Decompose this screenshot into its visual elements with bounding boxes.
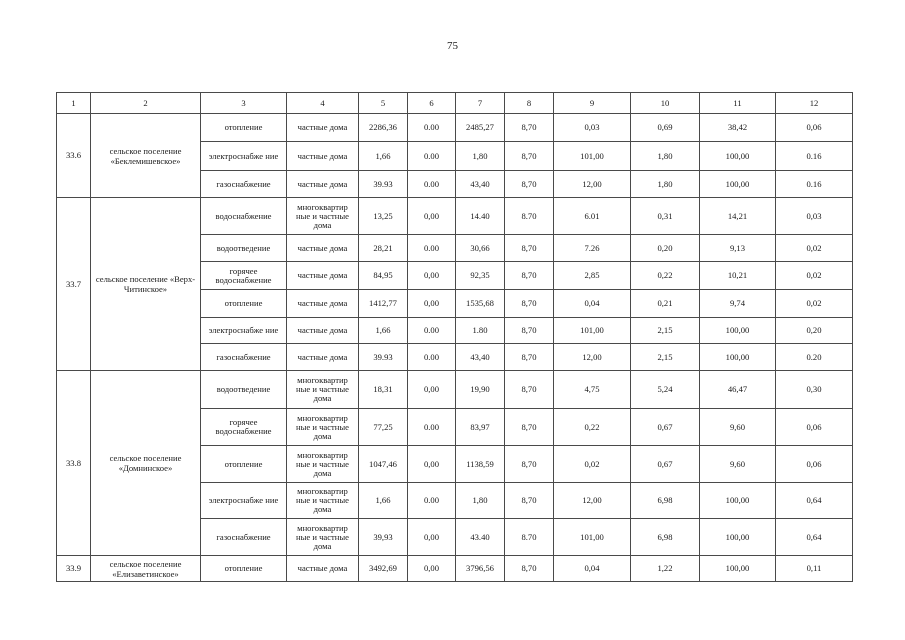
value-cell: 8.70	[505, 519, 554, 556]
value-cell: 101,00	[554, 519, 631, 556]
service-type: водоотведение	[201, 371, 287, 409]
service-type: отопление	[201, 446, 287, 483]
value-cell: 0,20	[776, 318, 853, 344]
value-cell: 77,25	[359, 409, 408, 446]
value-cell: 8,70	[505, 344, 554, 371]
value-cell: 8,70	[505, 483, 554, 519]
service-type: газоснабжение	[201, 344, 287, 371]
value-cell: 43,40	[456, 344, 505, 371]
group-code: 33.9	[57, 556, 91, 582]
housing-type: многоквартир ные и частные дома	[287, 371, 359, 409]
value-cell: 0,02	[776, 290, 853, 318]
value-cell: 0.00	[408, 318, 456, 344]
value-cell: 1412,77	[359, 290, 408, 318]
column-header: 8	[505, 93, 554, 114]
value-cell: 18,31	[359, 371, 408, 409]
value-cell: 30,66	[456, 235, 505, 262]
value-cell: 12,00	[554, 171, 631, 198]
value-cell: 38,42	[700, 114, 776, 142]
value-cell: 100,00	[700, 142, 776, 171]
value-cell: 4,75	[554, 371, 631, 409]
value-cell: 13,25	[359, 198, 408, 235]
value-cell: 8,70	[505, 235, 554, 262]
value-cell: 8,70	[505, 290, 554, 318]
value-cell: 101,00	[554, 142, 631, 171]
value-cell: 8,70	[505, 556, 554, 582]
table-row	[57, 556, 853, 582]
value-cell: 0,02	[776, 235, 853, 262]
value-cell: 8,70	[505, 262, 554, 290]
value-cell: 6,98	[631, 483, 700, 519]
value-cell: 0.00	[408, 235, 456, 262]
value-cell: 2,15	[631, 344, 700, 371]
table-row	[57, 371, 853, 409]
service-type: газоснабжение	[201, 171, 287, 198]
value-cell: 100,00	[700, 556, 776, 582]
value-cell: 100,00	[700, 171, 776, 198]
value-cell: 28,21	[359, 235, 408, 262]
value-cell: 9,60	[700, 446, 776, 483]
value-cell: 0.00	[408, 114, 456, 142]
value-cell: 0,31	[631, 198, 700, 235]
column-header: 9	[554, 93, 631, 114]
column-header: 5	[359, 93, 408, 114]
value-cell: 0,00	[408, 371, 456, 409]
value-cell: 14,21	[700, 198, 776, 235]
value-cell: 2286,36	[359, 114, 408, 142]
value-cell: 1,80	[631, 171, 700, 198]
column-header: 11	[700, 93, 776, 114]
value-cell: 2,15	[631, 318, 700, 344]
page-number: 75	[447, 40, 458, 52]
value-cell: 8,70	[505, 114, 554, 142]
value-cell: 9,60	[700, 409, 776, 446]
value-cell: 100,00	[700, 483, 776, 519]
value-cell: 0,00	[408, 446, 456, 483]
value-cell: 14.40	[456, 198, 505, 235]
column-header: 10	[631, 93, 700, 114]
service-type: отопление	[201, 290, 287, 318]
value-cell: 0,06	[776, 446, 853, 483]
value-cell: 0.16	[776, 171, 853, 198]
value-cell: 8,70	[505, 171, 554, 198]
value-cell: 0.00	[408, 142, 456, 171]
housing-type: многоквартир ные и частные дома	[287, 519, 359, 556]
value-cell: 0,03	[554, 114, 631, 142]
value-cell: 19,90	[456, 371, 505, 409]
table-header-row	[57, 93, 853, 114]
value-cell: 6.01	[554, 198, 631, 235]
column-header: 12	[776, 93, 853, 114]
tariff-table	[56, 92, 853, 582]
value-cell: 0,06	[776, 409, 853, 446]
housing-type: многоквартир ные и частные дома	[287, 446, 359, 483]
table-row	[57, 114, 853, 142]
value-cell: 1,66	[359, 318, 408, 344]
value-cell: 1.80	[456, 318, 505, 344]
housing-type: частные дома	[287, 290, 359, 318]
column-header: 2	[91, 93, 201, 114]
housing-type: частные дома	[287, 114, 359, 142]
value-cell: 8,70	[505, 371, 554, 409]
value-cell: 0,67	[631, 446, 700, 483]
service-type: водоснабжение	[201, 198, 287, 235]
value-cell: 0,67	[631, 409, 700, 446]
housing-type: многоквартир ные и частные дома	[287, 409, 359, 446]
value-cell: 43,40	[456, 171, 505, 198]
value-cell: 1,80	[456, 142, 505, 171]
value-cell: 0,00	[408, 262, 456, 290]
value-cell: 1535,68	[456, 290, 505, 318]
value-cell: 0,69	[631, 114, 700, 142]
value-cell: 12,00	[554, 344, 631, 371]
settlement-name: сельское поселение «Верх-Читинское»	[91, 198, 201, 371]
value-cell: 0,00	[408, 290, 456, 318]
value-cell: 101,00	[554, 318, 631, 344]
settlement-name: сельское поселение «Домнинское»	[91, 371, 201, 556]
value-cell: 84,95	[359, 262, 408, 290]
value-cell: 39.93	[359, 171, 408, 198]
value-cell: 0,64	[776, 519, 853, 556]
column-header: 3	[201, 93, 287, 114]
housing-type: частные дома	[287, 171, 359, 198]
value-cell: 0,02	[554, 446, 631, 483]
value-cell: 0.00	[408, 409, 456, 446]
value-cell: 0,21	[631, 290, 700, 318]
service-type: отопление	[201, 556, 287, 582]
value-cell: 83,97	[456, 409, 505, 446]
housing-type: многоквартир ные и частные дома	[287, 483, 359, 519]
value-cell: 0,00	[408, 556, 456, 582]
value-cell: 46,47	[700, 371, 776, 409]
value-cell: 0,03	[776, 198, 853, 235]
value-cell: 3492,69	[359, 556, 408, 582]
value-cell: 0.20	[776, 344, 853, 371]
value-cell: 0,22	[554, 409, 631, 446]
settlement-name: сельское поселение «Елизаветинское»	[91, 556, 201, 582]
value-cell: 1,80	[456, 483, 505, 519]
value-cell: 39.93	[359, 344, 408, 371]
value-cell: 0,00	[408, 198, 456, 235]
settlement-name: сельское поселение «Беклемишевское»	[91, 114, 201, 198]
value-cell: 0,06	[776, 114, 853, 142]
value-cell: 39,93	[359, 519, 408, 556]
housing-type: частные дома	[287, 318, 359, 344]
group-code: 33.6	[57, 114, 91, 198]
column-header: 7	[456, 93, 505, 114]
value-cell: 2,85	[554, 262, 631, 290]
housing-type: частные дома	[287, 344, 359, 371]
value-cell: 9,13	[700, 235, 776, 262]
value-cell: 1,80	[631, 142, 700, 171]
value-cell: 2485,27	[456, 114, 505, 142]
service-type: электроснабже ние	[201, 142, 287, 171]
value-cell: 1,66	[359, 483, 408, 519]
value-cell: 0,04	[554, 556, 631, 582]
value-cell: 0.00	[408, 171, 456, 198]
value-cell: 0,04	[554, 290, 631, 318]
group-code: 33.8	[57, 371, 91, 556]
housing-type: частные дома	[287, 556, 359, 582]
table-body	[57, 93, 853, 582]
value-cell: 0.00	[408, 483, 456, 519]
value-cell: 1138,59	[456, 446, 505, 483]
value-cell: 8,70	[505, 409, 554, 446]
value-cell: 100,00	[700, 318, 776, 344]
value-cell: 7.26	[554, 235, 631, 262]
column-header: 6	[408, 93, 456, 114]
value-cell: 0,30	[776, 371, 853, 409]
value-cell: 0,02	[776, 262, 853, 290]
service-type: горячее водоснабжение	[201, 262, 287, 290]
group-code: 33.7	[57, 198, 91, 371]
value-cell: 0,22	[631, 262, 700, 290]
housing-type: частные дома	[287, 142, 359, 171]
value-cell: 0.16	[776, 142, 853, 171]
service-type: горячее водоснабжение	[201, 409, 287, 446]
table-row	[57, 198, 853, 235]
value-cell: 92,35	[456, 262, 505, 290]
value-cell: 1047,46	[359, 446, 408, 483]
value-cell: 0.00	[408, 344, 456, 371]
value-cell: 8.70	[505, 198, 554, 235]
value-cell: 0,64	[776, 483, 853, 519]
value-cell: 0,20	[631, 235, 700, 262]
value-cell: 100,00	[700, 344, 776, 371]
value-cell: 0,11	[776, 556, 853, 582]
value-cell: 9,74	[700, 290, 776, 318]
value-cell: 12,00	[554, 483, 631, 519]
value-cell: 8,70	[505, 142, 554, 171]
housing-type: частные дома	[287, 235, 359, 262]
value-cell: 8,70	[505, 446, 554, 483]
value-cell: 1,66	[359, 142, 408, 171]
value-cell: 5,24	[631, 371, 700, 409]
value-cell: 10,21	[700, 262, 776, 290]
value-cell: 0,00	[408, 519, 456, 556]
housing-type: многоквартир ные и частные дома	[287, 198, 359, 235]
service-type: отопление	[201, 114, 287, 142]
service-type: газоснабжение	[201, 519, 287, 556]
column-header: 4	[287, 93, 359, 114]
value-cell: 43.40	[456, 519, 505, 556]
service-type: электроснабже ние	[201, 483, 287, 519]
service-type: электроснабже ние	[201, 318, 287, 344]
housing-type: частные дома	[287, 262, 359, 290]
column-header: 1	[57, 93, 91, 114]
value-cell: 100,00	[700, 519, 776, 556]
value-cell: 8,70	[505, 318, 554, 344]
service-type: водоотведение	[201, 235, 287, 262]
value-cell: 1,22	[631, 556, 700, 582]
value-cell: 6,98	[631, 519, 700, 556]
value-cell: 3796,56	[456, 556, 505, 582]
